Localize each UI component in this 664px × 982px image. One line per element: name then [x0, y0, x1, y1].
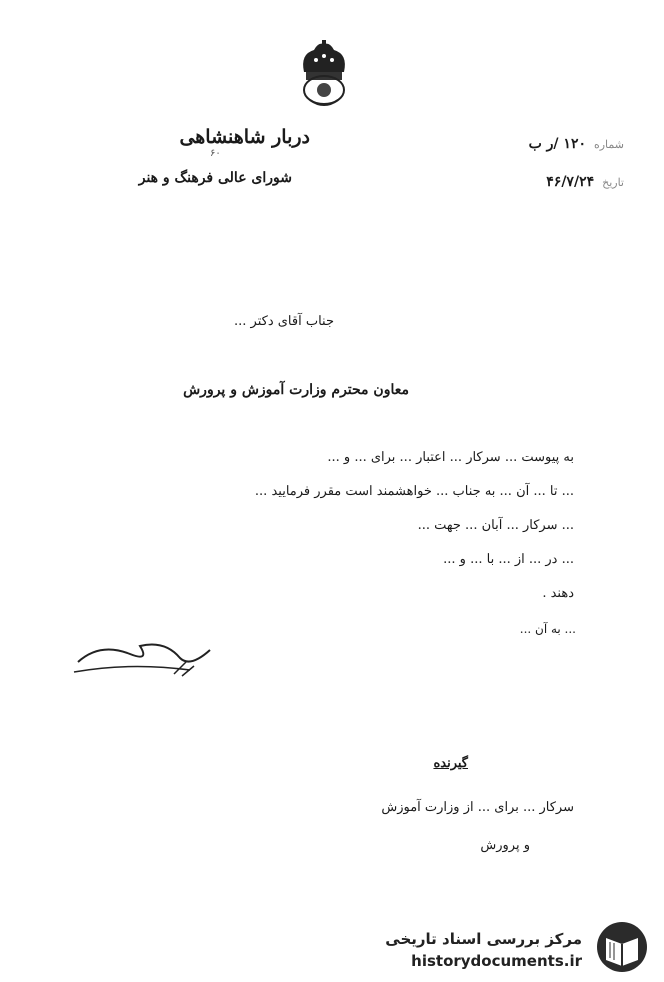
number-label: شماره	[593, 138, 624, 151]
signature-note: ... به آن ...	[519, 622, 576, 636]
body-line: ... تا ... آن ... به جناب ... خواهشمند است مقرر فرمایید ...	[254, 484, 574, 499]
cc-line: سرکار ... برای ... از وزارت آموزش	[381, 800, 574, 815]
body-line: به پیوست ... سرکار ... اعتبار ... برای ... و ...	[327, 450, 574, 465]
date-value: ۴۶/۷/۲۴	[546, 174, 595, 190]
body-line: ... سرکار ... آبان ... جهت ...	[417, 518, 574, 533]
date-label: تاریخ	[602, 176, 624, 189]
archive-name: مرکز بررسی اسناد تاریخی	[385, 930, 582, 948]
archive-book-logo-icon	[592, 920, 652, 974]
stray-mark: ۶۰	[210, 148, 221, 159]
sub-organization-name: شورای عالی فرهنگ و هنر	[138, 170, 292, 186]
handwritten-signature	[70, 632, 230, 682]
archive-watermark	[380, 916, 656, 976]
body-line: دهند .	[542, 586, 574, 601]
archive-url: historydocuments.ir	[411, 952, 582, 970]
letter-number	[529, 136, 624, 152]
pahlavi-crown-emblem-icon	[292, 40, 356, 110]
subject-line: معاون محترم وزارت آموزش و پرورش	[183, 382, 409, 398]
cc-title: گیرنده	[433, 756, 468, 771]
number-value: ۱۲۰ /ر ب	[528, 136, 586, 152]
letter-date	[546, 174, 624, 190]
body-line: ... در ... از ... با ... و ...	[443, 552, 574, 567]
organization-name: دربار شاهنشاهی	[179, 126, 310, 148]
cc-line: و پرورش	[480, 838, 530, 853]
addressee: جناب آقای دکتر ...	[234, 314, 334, 329]
